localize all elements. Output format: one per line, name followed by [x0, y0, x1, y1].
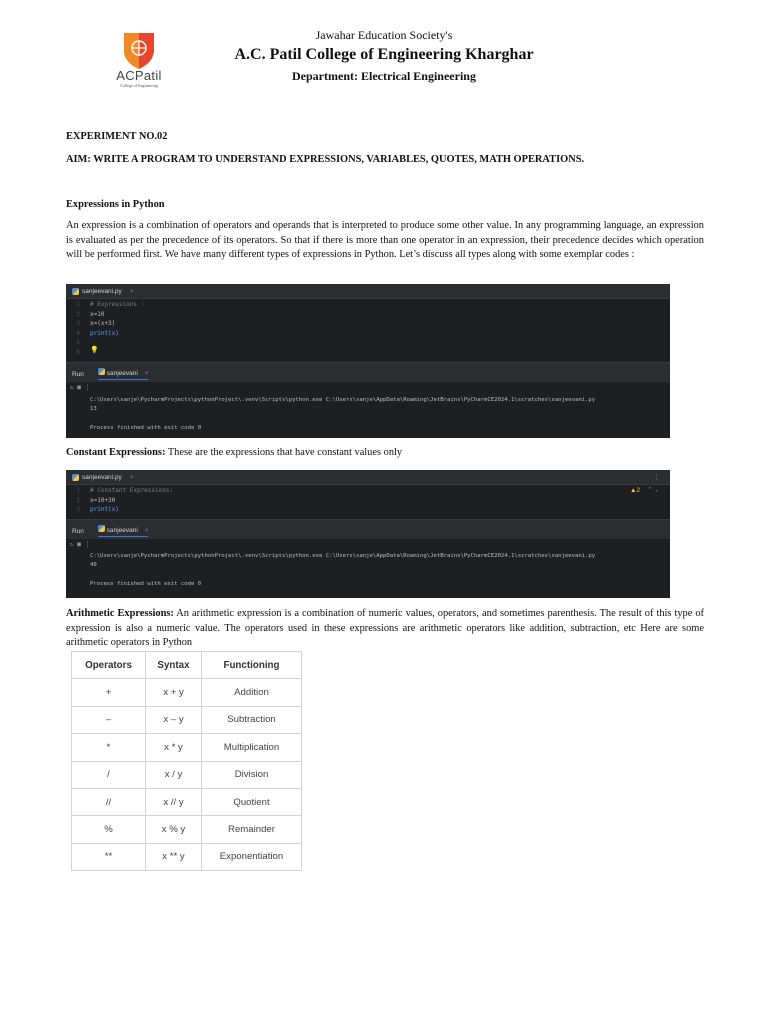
run-output: [66, 539, 670, 598]
run-toolbar: [66, 523, 670, 539]
operator-cell: **: [72, 843, 146, 870]
operator-cell: +: [72, 679, 146, 706]
arithmetic-expressions-label: Arithmetic Expressions:: [66, 608, 174, 619]
output-exit: Process finished with exit code 0: [90, 581, 202, 587]
operator-cell: //: [72, 788, 146, 815]
warning-count[interactable]: ▲2: [630, 487, 641, 494]
syntax-cell: x ** y: [146, 843, 202, 870]
close-icon[interactable]: ×: [129, 473, 134, 481]
department-name: Department: Electrical Engineering: [292, 69, 476, 83]
run-label: Run: [72, 527, 84, 535]
output-command: C:\Users\sanje\PycharmProjects\pythonProject\.venv\Scripts\python.exe C:\Users\sanje\AppData\Roaming\JetBrains\PyCharmCE2024.1\scratches\sanjeevani.py: [90, 553, 596, 559]
output-exit: Process finished with exit code 0: [90, 425, 202, 431]
line-number: 2: [76, 310, 80, 318]
operator-cell: *: [72, 734, 146, 761]
run-tab-label: sanjeevani: [106, 370, 138, 377]
table-row: [72, 679, 302, 706]
operator-cell: /: [72, 761, 146, 788]
column-header: Functioning: [202, 652, 302, 679]
editor-tab-label: sanjeevani.py: [82, 473, 122, 481]
operator-cell: –: [72, 706, 146, 733]
editor-tabbar: [66, 284, 670, 299]
code-screenshot-constant: [66, 470, 670, 598]
code-line: x=10: [90, 310, 105, 318]
code-line: # Expressions :: [90, 301, 145, 308]
functioning-cell: Multiplication: [202, 734, 302, 761]
table-row: [72, 706, 302, 733]
logo-text: ACPatil: [116, 68, 162, 83]
more-options-icon[interactable]: ⋮: [653, 474, 660, 481]
chevron-icons[interactable]: ⌃ ⌄: [648, 486, 659, 493]
run-label: Run: [72, 370, 84, 378]
functioning-cell: Addition: [202, 679, 302, 706]
syntax-cell: x % y: [146, 816, 202, 843]
table-row: [72, 788, 302, 815]
code-line: x=10+30: [90, 496, 116, 504]
line-number: 6: [76, 348, 80, 356]
line-number: 1: [76, 301, 80, 308]
table-row: [72, 816, 302, 843]
expressions-heading: Expressions in Python: [66, 199, 165, 210]
code-editor: [66, 485, 670, 519]
close-icon[interactable]: ×: [144, 370, 149, 377]
rerun-icon[interactable]: ↻ ■ ⋮: [70, 384, 91, 391]
python-run-icon: [98, 525, 105, 532]
expressions-paragraph: An expression is a combination of operators and operands that is interpreted to produce some other value. In any programming language, an expression is evaluated as per the precedence of its operators. So that if there is more than one operator in an expression, their precedence decides which operation will be performed first. We have many different types of expressions in Python. Let’s discuss all types along with some exemplar codes :: [66, 220, 704, 260]
code-editor: [66, 299, 670, 362]
editor-tabbar: [66, 470, 670, 485]
output-result: 13: [90, 406, 97, 412]
lightbulb-icon[interactable]: 💡: [90, 346, 99, 354]
line-number: 2: [76, 496, 80, 504]
code-line: print(x): [90, 329, 119, 337]
python-file-icon: [72, 288, 79, 295]
code-line: # Constant Expressions:: [90, 487, 174, 494]
output-result: 40: [90, 562, 97, 568]
editor-tab[interactable]: [72, 288, 134, 295]
code-line: x=(x+3): [90, 320, 116, 327]
functioning-cell: Quotient: [202, 788, 302, 815]
line-number: 3: [76, 320, 80, 327]
functioning-cell: Exponentiation: [202, 843, 302, 870]
constant-expressions-label: Constant Expressions:: [66, 447, 166, 458]
python-file-icon: [72, 474, 79, 481]
close-icon[interactable]: ×: [129, 287, 134, 295]
table-row: [72, 843, 302, 870]
syntax-cell: x + y: [146, 679, 202, 706]
close-icon[interactable]: ×: [144, 527, 149, 534]
python-run-icon: [98, 368, 105, 375]
rerun-icon[interactable]: ↻ ■ ⋮: [70, 541, 91, 548]
output-command: C:\Users\sanje\PycharmProjects\pythonProject\.venv\Scripts\python.exe C:\Users\sanje\AppData\Roaming\JetBrains\PyCharmCE2024.1\scratches\sanjeevani.py: [90, 397, 596, 403]
line-number: 3: [76, 506, 80, 513]
syntax-cell: x – y: [146, 706, 202, 733]
functioning-cell: Remainder: [202, 816, 302, 843]
run-tab[interactable]: [98, 525, 149, 537]
editor-tab-label: sanjeevani.py: [82, 287, 122, 295]
functioning-cell: Subtraction: [202, 706, 302, 733]
table-header-row: [72, 652, 302, 679]
code-screenshot-expressions: [66, 284, 670, 438]
experiment-number: EXPERIMENT NO.02: [66, 131, 168, 142]
syntax-cell: x * y: [146, 734, 202, 761]
editor-tab[interactable]: [72, 474, 134, 481]
constant-expressions-paragraph: [66, 446, 704, 461]
operator-cell: %: [72, 816, 146, 843]
column-header: Syntax: [146, 652, 202, 679]
arithmetic-operators-table: [71, 651, 302, 871]
society-name: Jawahar Education Society's: [315, 28, 453, 42]
run-output: [66, 382, 670, 438]
arithmetic-expressions-paragraph: [66, 607, 704, 651]
run-tab-label: sanjeevani: [106, 527, 138, 534]
logo-subtext: College of Engineering: [120, 83, 158, 88]
functioning-cell: Division: [202, 761, 302, 788]
syntax-cell: x // y: [146, 788, 202, 815]
table-row: [72, 734, 302, 761]
code-line: print(x): [90, 506, 119, 513]
college-name: A.C. Patil College of Engineering Kharghar: [234, 46, 534, 63]
syntax-cell: x / y: [146, 761, 202, 788]
arithmetic-expressions-text: An arithmetic expression is a combination of numeric values, operators, and sometimes parenthesis. The result of this type of expression is also a numeric value. The operators used in these expressions are arithmetic operators like addition, subtraction, etc Here are some arithmetic operators in Python: [66, 608, 704, 648]
line-number: 5: [76, 339, 80, 346]
constant-expressions-text: These are the expressions that have constant values only: [165, 447, 403, 458]
line-number: 1: [76, 487, 80, 494]
line-number: 4: [76, 329, 80, 337]
run-toolbar: [66, 366, 670, 382]
run-tab[interactable]: [98, 368, 149, 380]
column-header: Operators: [72, 652, 146, 679]
table-row: [72, 761, 302, 788]
experiment-aim: AIM: WRITE A PROGRAM TO UNDERSTAND EXPRESSIONS, VARIABLES, QUOTES, MATH OPERATIONS.: [66, 154, 585, 165]
